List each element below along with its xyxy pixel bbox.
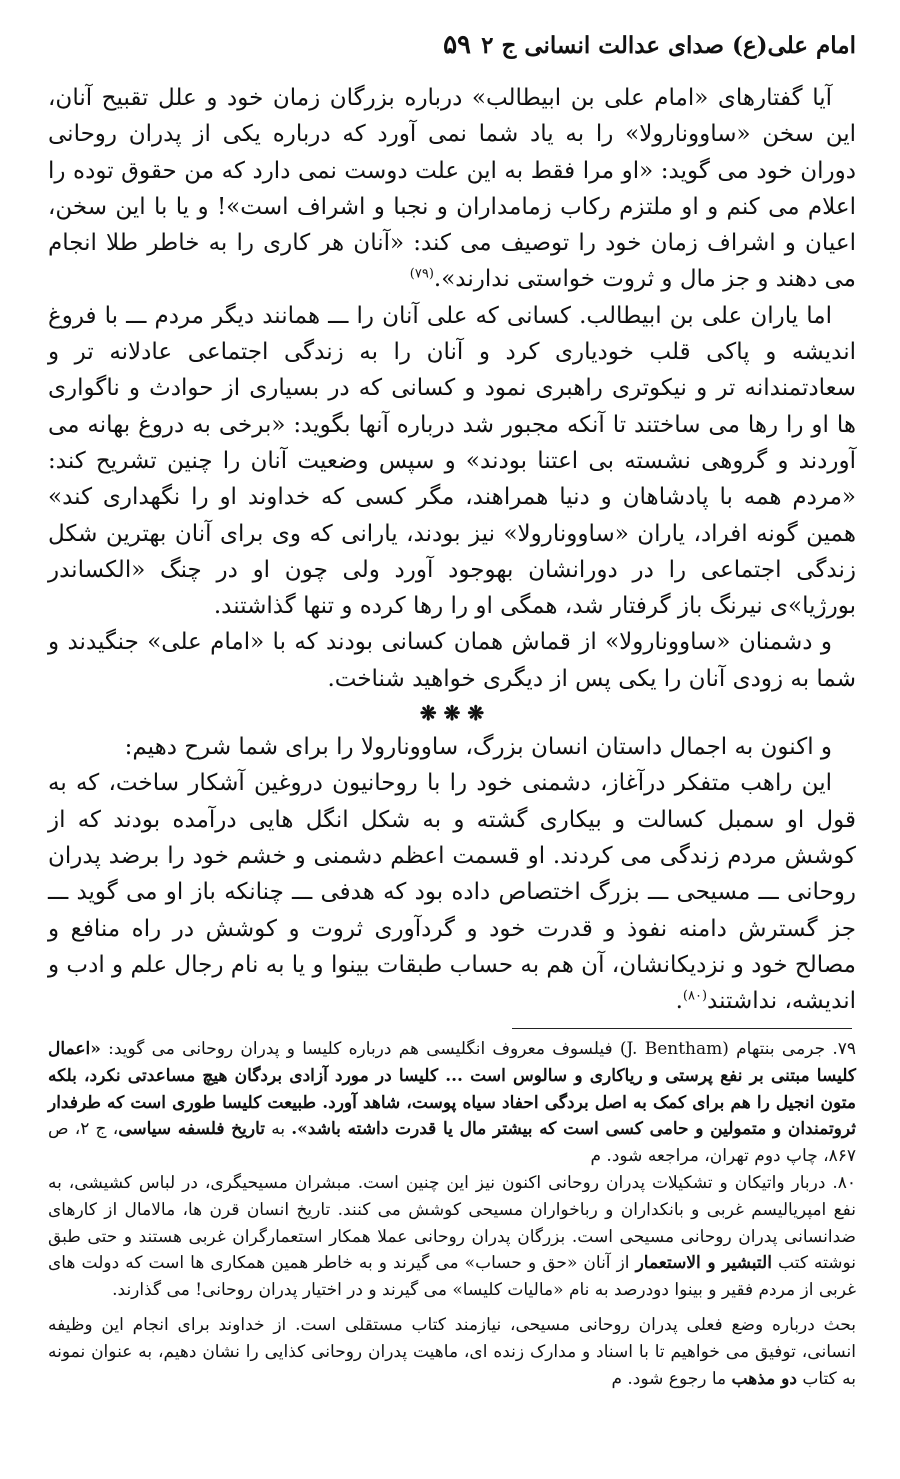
running-title: امام علی(ع) صدای عدالت انسانی ج ۲ xyxy=(481,32,856,59)
paragraph-5-text: این راهب متفکر درآغاز، دشمنی خود را با روحانیون دروغین آشکار ساخت، که به قول او سمبل کسالت و بیکاری گشته و به شکل انگل هایی درآمده بودند که از کوشش مردم زندگی می کردند. او قسمت اعظم دشمنی و خشم خود را برضد پدران روحانی ـــ مسیحی ـــ بزرگ اختصاص داده بود که هدفی ـــ چنانکه باز او می گوید ـــ جز گسترش دامنه نفوذ و قدرت خود و گردآوری ثروت و کوشش در راه منافع و مصالح خود و نزدیکانشان، آن هم به حساب طبقات بینوا و یا به نام رجال علم و ادب و اندیشه، نداشتند xyxy=(48,770,856,1015)
paragraph-5-end: . xyxy=(675,988,683,1015)
footnote-note xyxy=(48,1312,856,1392)
paragraph-4: و اکنون به اجمال داستان انسان بزرگ، ساوونارولا را برای شما شرح دهیم: xyxy=(124,734,832,761)
footnote-divider xyxy=(512,1028,852,1029)
footnote-80-book: التبشیر و الاستعمار xyxy=(635,1253,772,1274)
page-number: ۵۹ xyxy=(443,30,471,60)
page-header xyxy=(48,30,856,70)
footnote-ref-80: (۸۰) xyxy=(682,988,708,1004)
footnote-80 xyxy=(48,1170,856,1304)
paragraph-3: و دشمنان «ساوونارولا» از قماش همان کسانی بودند که با «امام علی» جنگیدند و شما به زودی آنان را یکی پس از دیگری خواهید شناخت. xyxy=(48,629,856,692)
footnote-note-book: دو مذهب xyxy=(731,1368,797,1389)
paragraph-1-text: آیا گفتارهای «امام علی بن ابیطالب» درباره بزرگان زمان خود و علل تقبیح آنان، این سخن «ساوونارولا» را به یاد شما نمی آورد که درباره یکی از پدران روحانی دوران خود می گوید: «او مرا فقط به این علت دوست نمی دارد که من حقوق توده را اعلام می کنم و او ملتزم رکاب زمامداران و نجبا و اشراف است»! و یا با این سخن، اعیان و اشراف زمان خود را توصیف می کند: «آنان هر کاری را به خاطر طلا انجام می دهند و جز مال و ثروت خواستی ندارند». xyxy=(48,85,856,293)
paragraph-2: اما یاران علی بن ابیطالب. کسانی که علی آنان را ـــ همانند دیگر مردم ـــ با فروغ اندیشه و پاکی قلب خودیاری کرد و آنان را به زندگی اجتماعی عادلانه تر و سعادتمندانه تر و نیکوتری راهبری نمود و کسانی که در بسیاری از حوادث و ناگواری ها او را رها می ساختند تا آنکه مجبور شد درباره آنها بگوید: «برخی به دروغ بهانه می آوردند و گروهی نشسته بی اعتنا بودند» و سپس وضعیت آنان را چنین تشریح کند: «مردم همه با پادشاهان و دنیا همراهند، مگر کسی که خداوند او را نگهداری کند» همین گونه افراد، یاران «ساوونارولا» نیز بودند، یارانی که وی برای آنان بهترین شکل زندگی اجتماعی را در دورانشان بهوجود آورد ولی چون او در چنگ «الکساندر بورژیا»ی نیرنگ باز گرفتار شد، همگی او را رها کرده و تنها گذاشتند. xyxy=(48,302,856,620)
footnote-80-text: ۸۰. دربار واتیکان و تشکیلات پدران روحانی اکنون نیز این چنین است. مبشران مسیحیگری، در لباس کشیشی، به نفع امپریالیسم غربی و بانکداران و رباخواران مسیحی کوشش می کنند. تاریخ انسان قرن ها، مالامال از کارهای ضدانسانی پدران روحانی مسیحی است. بزرگان پدران روحانی عملا همکار استعمارگران غربی هستند و حتی طبق نوشته کتب xyxy=(48,1172,856,1274)
footnote-79-intro: ۷۹. جرمی بنتهام (J. Bentham) فیلسوف معروف انگلیسی هم درباره کلیسا و پدران روحانی می گوید: xyxy=(100,1039,857,1059)
footnote-note-text: بحث درباره وضع فعلی پدران روحانی مسیحی، نیازمند کتاب مستقلی است. از خداوند برای انجام این وظیفه انسانی، توفیق می خواهیم تا با اسناد و مدارک زنده ای، ماهیت پدران روحانی کذایی را نشان دهیم، به عنوان نمونه به کتاب xyxy=(48,1314,856,1389)
main-text xyxy=(48,80,856,1019)
footnote-79-quote: «اعمال کلیسا مبتنی بر نفع پرستی و ریاکاری و سالوس است ... کلیسا در مورد آزادی بردگان هیچ مساعدتی نکرد، بلکه متون انجیل را هم برای کمک به اصل بردگی احفاد سیاه پوست، شاهد آورد. طبیعت کلیسا طوری است که طرفدار ثروتمندان و متمولین و حامی کسی است که بیشتر مال یا قدرت داشته باشد». xyxy=(48,1039,857,1140)
footnote-79-book: تاریخ فلسفه سیاسی xyxy=(118,1119,266,1140)
footnote-ref-79: (۷۹) xyxy=(409,266,434,282)
paragraph-1 xyxy=(48,80,856,298)
footnote-79 xyxy=(48,1036,856,1170)
footnote-79-link: به xyxy=(265,1119,292,1140)
footnote-79-citation: ، ج ۲، ص ۸۶۷، چاپ دوم تهران، مراجعه شود. م xyxy=(48,1119,856,1167)
paragraph-5 xyxy=(48,765,856,1019)
footnotes xyxy=(48,1036,856,1392)
footnote-note-end: ما رجوع شود. م xyxy=(611,1368,732,1389)
section-separator: ❋ ❋ ❋ xyxy=(419,701,485,726)
footnote-80-rest: از آنان «حق و حساب» می گیرند و به خاطر همین همکاری ها است که دولت های غربی از مردم فقیر و بینوا دودرصد به نام «مالیات کلیسا» می گیرند و در اختیار پدران روحانی! می گذارند. xyxy=(48,1253,856,1301)
